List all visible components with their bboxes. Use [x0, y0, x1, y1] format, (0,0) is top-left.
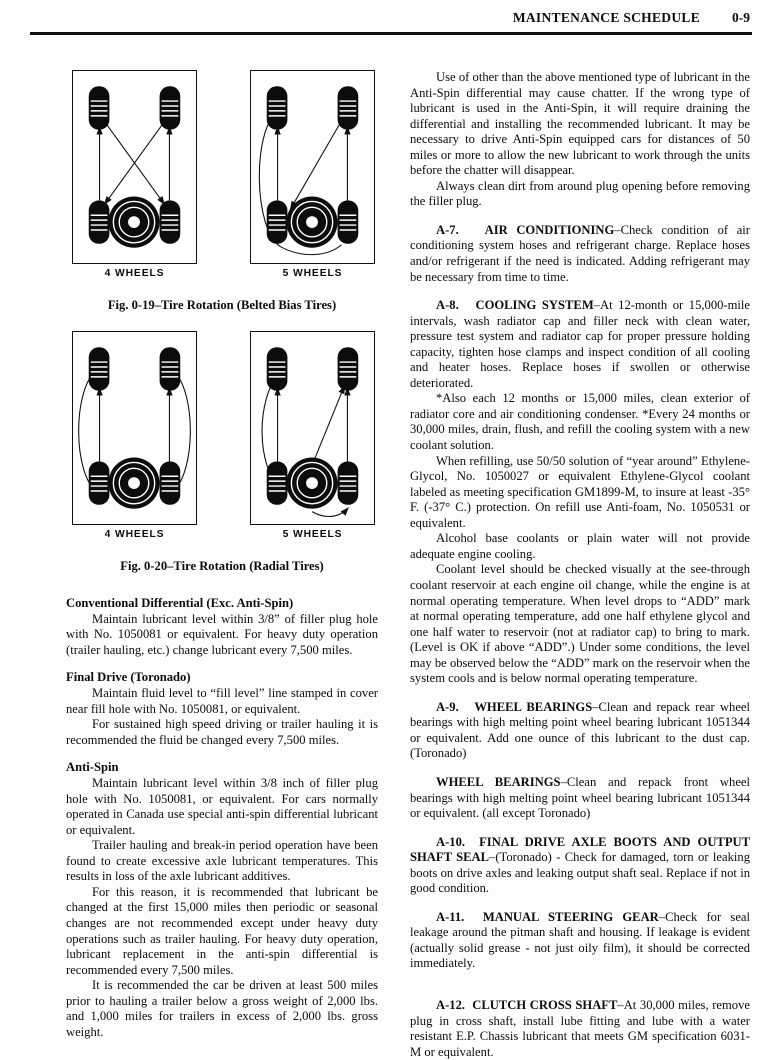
section-a-9: [410, 700, 750, 762]
tire-rotation-diagram-radial-5: [251, 332, 374, 524]
spare-wheel: [108, 458, 159, 509]
section-paragraph: Coolant level should be checked visually at the see-through coolant reservoir at each engine oil change, while the engine is at normal operating temperature. When level drops to “ADD” mark at normal operating temperature, add one half ethylene glycol and one half water to reservoir (not at radiator cap) to bring to mark. (Level is OK if above “ADD”.) Under some conditions, the level may be observed below the “ADD” mark on the reservoir when the system cools and is below normal operating temperature.: [410, 562, 750, 686]
tire-rotation-diagram-bias-4: [73, 71, 196, 263]
section-a-8: [410, 298, 750, 391]
section-wheel-bearings-front: [410, 775, 750, 822]
section-title: COOLING SYSTEM: [475, 298, 594, 313]
figure-caption-0-20: Fig. 0-20–Tire Rotation (Radial Tires): [120, 559, 324, 573]
section-final-drive: [66, 670, 378, 748]
section-a-12: [410, 998, 750, 1060]
arrow-group: [100, 119, 170, 205]
figure-panels-row: [66, 331, 378, 540]
section-paragraph: When refilling, use 50/50 solution of “year around” Ethylene-Glycol, No. 1050027 or equivalent Ethylene-Glycol coolant labeled as meeting specification GM1899-M, to insure at least -35° F. (-37° C.) protection. On refill use Anti-foam, No. 1050531 or equivalent.: [410, 453, 750, 530]
tire-rotation-diagram-radial-4: [73, 332, 196, 524]
section-body: (Toronado) - Check for damaged, torn or leaking boots on drive axles and leaking output shaft seal. Replace if not in good condition.: [410, 850, 750, 896]
spare-wheel: [286, 197, 337, 248]
section-body: At 12-month or 15,000-mile intervals, wash radiator cap and filler neck with clean water, pressure test system and radiator cap for proper pressure holding capacity, tighten hose clamps and inspect condition of all cooling and heater hoses. Replace hoses if swollen or otherwise deteriorated.: [410, 298, 751, 390]
section-heading: Final Drive (Toronado): [66, 670, 191, 685]
section-paragraph: For sustained high speed driving or trailer hauling it is recommended the fluid be changed every 7,500 miles.: [66, 717, 378, 747]
tire-rotation-diagram-bias-5: [251, 71, 374, 263]
section-title: WHEEL BEARINGS: [436, 774, 561, 789]
section-dash: –: [614, 222, 621, 237]
spare-wheel: [108, 197, 159, 248]
section-dash: –: [592, 699, 599, 714]
section-a-11: [410, 910, 750, 972]
figure-caption-0-19: Fig. 0-19–Tire Rotation (Belted Bias Tires): [107, 298, 337, 312]
section-body: Clean and repack front wheel bearings with high melting point wheel bearing lubricant 1051344 or equivalent. (all except Toronado): [410, 774, 751, 821]
section-a-7: [410, 223, 750, 285]
section-body: Clean and repack rear wheel bearings with high melting point wheel bearing lubricant 1051344 or equivalent. Add one ounce of this lubricant to the dust cap. (Toronado): [410, 699, 751, 761]
panel-label-5-wheels: 5 WHEELS: [282, 268, 343, 279]
section-paragraph: It is recommended the car be driven at least 500 miles prior to hauling a trailer below a gross weight of 2,000 lbs. and 1,000 miles for trailers in excess of 2,000 lbs. gross weight.: [66, 978, 378, 1039]
section-number: A-7.: [436, 222, 459, 237]
section-body: Check for seal leakage around the pitman shaft and housing. If leakage is evident (actually solid grease - not just oily film), it should be corrected immediately.: [410, 909, 750, 971]
figure-tire-rotation-bias: [66, 70, 378, 313]
section-number: A-10.: [436, 834, 466, 849]
section-title: FINAL DRIVE AXLE BOOTS AND OUTPUT SHAFT SEAL: [410, 834, 751, 865]
section-dash: –: [617, 997, 624, 1012]
section-heading: Anti-Spin: [66, 760, 119, 775]
section-a-10: [410, 835, 750, 897]
right-column: [410, 70, 750, 1060]
section-paragraph: Maintain lubricant level within 3/8” of filler plug hole with No. 1050081 or equivalent. For heavy duty operation (trailer hauling, etc.) change lubricant every 7,500 miles.: [66, 611, 378, 657]
section-title: AIR CONDITIONING: [484, 222, 615, 237]
section-dash: –: [658, 909, 666, 924]
panel-label-5-wheels: 5 WHEELS: [282, 529, 343, 540]
header-title: MAINTENANCE SCHEDULE: [512, 10, 700, 25]
header-page-number: 0-9: [732, 10, 750, 25]
diagram-panel-bias-4-wheels: [72, 70, 197, 264]
spare-wheel: [286, 458, 337, 509]
section-paragraph: Trailer hauling and break-in period operation have been found to create excessive axle lubricant temperatures. This results in loss of the axle lubricant additives.: [66, 838, 378, 884]
section-title: WHEEL BEARINGS: [474, 699, 593, 714]
left-column: [66, 70, 378, 1040]
section-heading: Conventional Differential (Exc. Anti-Spin): [66, 596, 294, 610]
diagram-panel-bias-5-wheels: [250, 70, 375, 264]
section-number: A-8.: [436, 298, 459, 313]
figure-tire-rotation-radial: [66, 331, 378, 574]
section-body: Check condition of air conditioning system hoses and refrigerant charge. Replace hoses and/or refrigerant if the need is indicated. Adding refrigerant may be necessary from time to time.: [410, 222, 750, 284]
section-dash: –: [489, 850, 496, 865]
section-paragraph: *Also each 12 months or 15,000 miles, clean exterior of radiator core and air conditioning condenser. *Every 24 months or 30,000 miles, drain, flush, and refill the cooling system with a new coolant solution.: [410, 391, 750, 453]
figure-panels-row: [66, 70, 378, 279]
section-paragraph: Alcohol base coolants or plain water will not provide adequate engine cooling.: [410, 531, 750, 561]
diagram-panel-radial-4-wheels: [72, 331, 197, 525]
section-body: At 30,000 miles, remove plug in cross shaft, install lube fitting and lube with a water resistant E.P. Chassis lubricant that meets GM specification 6031-M or equivalent.: [410, 997, 750, 1059]
section-title: MANUAL STEERING GEAR: [482, 909, 659, 924]
section-conventional-differential: [66, 596, 378, 658]
panel-label-4-wheels: 4 WHEELS: [104, 268, 165, 279]
header-divider: [30, 32, 752, 35]
diagram-panel-radial-5-wheels: [250, 331, 375, 525]
section-number: A-9.: [436, 699, 459, 714]
section-paragraph: For this reason, it is recommended that lubricant be changed at the first 15,000 miles then periodic or seasonal changes are not recommended except under heavy duty operations such as trailer hauling. For heavy duty operation, lubricant replacement in the anti-spin differential is recommended every 7,500 miles.: [66, 884, 378, 977]
intro-paragraph: Use of other than the above mentioned type of lubricant in the Anti-Spin differential may cause chatter. If the wrong type of lubricant is used in the Anti-Spin, it will require draining the differential and installing the recommended lubricant. It may be necessary to drive Anti-Spin equipped cars for distances of 50 miles or more to allow the new lubricant to work through the units before the chatter will disappear.: [410, 70, 750, 178]
section-title: CLUTCH CROSS SHAFT: [472, 997, 618, 1012]
section-paragraph: Maintain lubricant level within 3/8 inch of filler plug hole with No. 1050081, or equivalent. For cars normally operated in Canada use special anti-spin differential lubricant or equivalent.: [66, 776, 378, 837]
panel-label-4-wheels: 4 WHEELS: [104, 529, 165, 540]
section-dash: –: [560, 774, 567, 789]
section-paragraph: Maintain fluid level to “fill level” line stamped in cover near fill hole with No. 1050081, or equivalent.: [66, 686, 378, 716]
section-anti-spin: [66, 760, 378, 1040]
intro-paragraph: Always clean dirt from around plug opening before removing the filler plug.: [410, 178, 750, 209]
page-header: [40, 10, 752, 40]
section-number: A-12.: [436, 997, 466, 1012]
section-number: A-11.: [436, 909, 465, 924]
section-dash: –: [593, 298, 601, 313]
